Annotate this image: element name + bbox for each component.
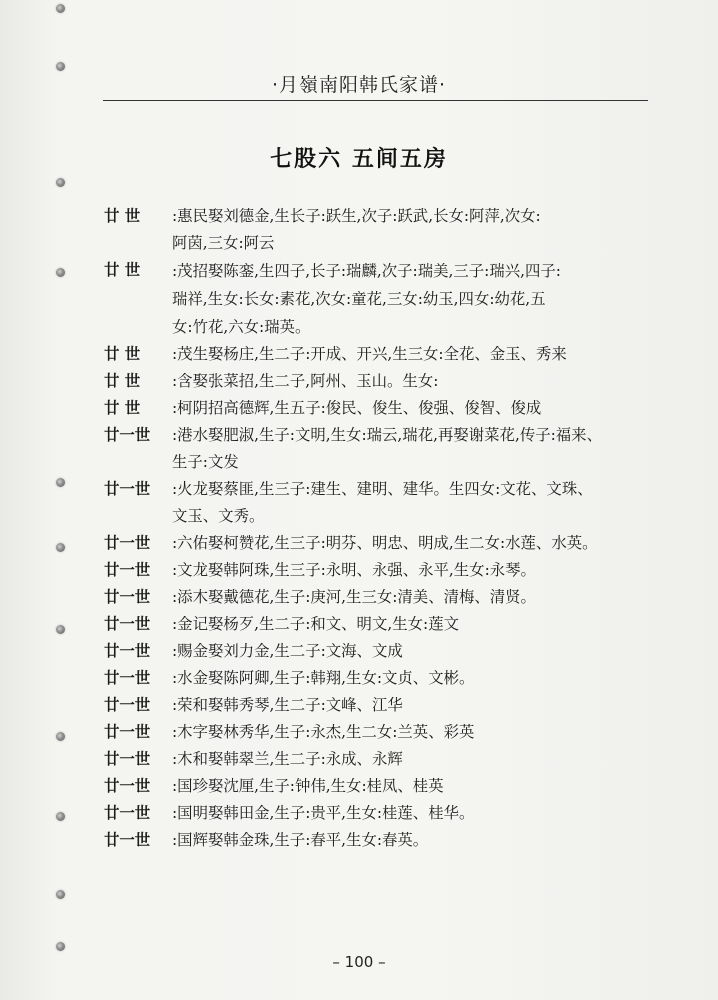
genealogy-entry [104, 692, 664, 719]
generation-label: 廿一世 [104, 561, 151, 579]
page-number: – 100 – [332, 953, 386, 971]
generation-label: 廿 世 [104, 261, 141, 279]
generation-label: 廿一世 [104, 642, 151, 660]
generation-label: 廿一世 [104, 669, 151, 687]
entry-text: :文龙娶韩阿珠,生三子:永明、永强、永平,生女:永琴。 [172, 561, 536, 579]
entry-text: :水金娶陈阿卿,生子:韩翔,生女:文贞、文彬。 [172, 669, 475, 687]
entry-text: :添木娶戴德花,生子:庚河,生三女:清美、清梅、清贤。 [172, 588, 536, 606]
genealogy-entry [104, 422, 664, 476]
genealogy-entry [104, 746, 664, 773]
generation-label: 廿 世 [104, 345, 141, 363]
generation-label: 廿一世 [104, 777, 151, 795]
binding-hole [56, 890, 65, 899]
entry-text: :国明娶韩田金,生子:贵平,生女:桂莲、桂华。 [172, 804, 475, 822]
entry-text: :火龙娶蔡匪,生三子:建生、建明、建华。生四女:文花、文珠、 文玉、文秀。 [172, 480, 593, 525]
genealogy-entry [104, 557, 664, 584]
genealogy-entry [104, 257, 664, 341]
generation-label: 廿一世 [104, 804, 151, 822]
generation-label: 廿一世 [104, 831, 151, 849]
generation-label: 廿一世 [104, 615, 151, 633]
entry-text: :茂招娶陈銮,生四子,长子:瑞麟,次子:瑞美,三子:瑞兴,四子: 瑞祥,生女:长女:素花,次女:童花,三女:幼玉,四女:幼花,五 女:竹花,六女:瑞英。 [172, 262, 561, 336]
entry-text: :赐金娶刘力金,生二子:文海、文成 [172, 642, 403, 660]
genealogy-entry [104, 584, 664, 611]
binding-hole [56, 812, 65, 821]
running-header: ·月嶺南阳韩氏家谱· [271, 74, 447, 96]
genealogy-entry [104, 368, 664, 395]
genealogy-entries [104, 203, 664, 854]
generation-label: 廿一世 [104, 426, 151, 444]
binding-hole [56, 942, 65, 951]
generation-label: 廿一世 [104, 588, 151, 606]
genealogy-entry [104, 773, 664, 800]
genealogy-entry [104, 203, 664, 257]
entry-text: :六佑娶柯赞花,生三子:明芬、明忠、明成,生二女:水莲、水英。 [172, 534, 598, 552]
binding-hole [56, 543, 65, 552]
entry-text: :木字娶林秀华,生子:永杰,生二女:兰英、彩英 [172, 723, 475, 741]
generation-label: 廿一世 [104, 480, 151, 498]
generation-label: 廿一世 [104, 750, 151, 768]
binding-hole [56, 4, 65, 13]
genealogy-entry [104, 530, 664, 557]
binding-hole [56, 478, 65, 487]
entry-text: :国辉娶韩金珠,生子:春平,生女:春英。 [172, 831, 429, 849]
genealogy-entry [104, 395, 664, 422]
binding-hole [56, 625, 65, 634]
genealogy-entry [104, 476, 664, 530]
entry-text: :含娶张菜招,生二子,阿州、玉山。生女: [172, 372, 439, 390]
genealogy-entry [104, 611, 664, 638]
genealogy-entry [104, 719, 664, 746]
entry-text: :惠民娶刘德金,生长子:跃生,次子:跃武,长女:阿萍,次女: 阿茵,三女:阿云 [172, 207, 541, 252]
genealogy-entry [104, 341, 664, 368]
entry-text: :金记娶杨歹,生二子:和文、明文,生女:莲文 [172, 615, 459, 633]
generation-label: 廿一世 [104, 723, 151, 741]
genealogy-entry [104, 665, 664, 692]
generation-label: 廿 世 [104, 207, 141, 225]
binding-hole [56, 268, 65, 277]
genealogy-entry [104, 827, 664, 854]
binding-hole [56, 732, 65, 741]
entry-text: :茂生娶杨庄,生二子:开成、开兴,生三女:全花、金玉、秀来 [172, 345, 567, 363]
binding-hole [56, 178, 65, 187]
generation-label: 廿 世 [104, 372, 141, 390]
generation-label: 廿一世 [104, 534, 151, 552]
section-title: 七股六 五间五房 [270, 147, 448, 172]
genealogy-entry [104, 638, 664, 665]
entry-text: :木和娶韩翠兰,生二子:永成、永辉 [172, 750, 403, 768]
entry-text: :国珍娶沈厘,生子:钟伟,生女:桂凤、桂英 [172, 777, 444, 795]
entry-text: :荣和娶韩秀琴,生二子:文峰、江华 [172, 696, 403, 714]
header-rule [103, 100, 648, 101]
generation-label: 廿 世 [104, 399, 141, 417]
generation-label: 廿一世 [104, 696, 151, 714]
entry-text: :港水娶肥淑,生子:文明,生女:瑞云,瑞花,再娶谢菜花,传子:福来、 生子:文发 [172, 426, 602, 471]
genealogy-entry [104, 800, 664, 827]
entry-text: :柯阴招高德辉,生五子:俊民、俊生、俊强、俊智、俊成 [172, 399, 542, 417]
